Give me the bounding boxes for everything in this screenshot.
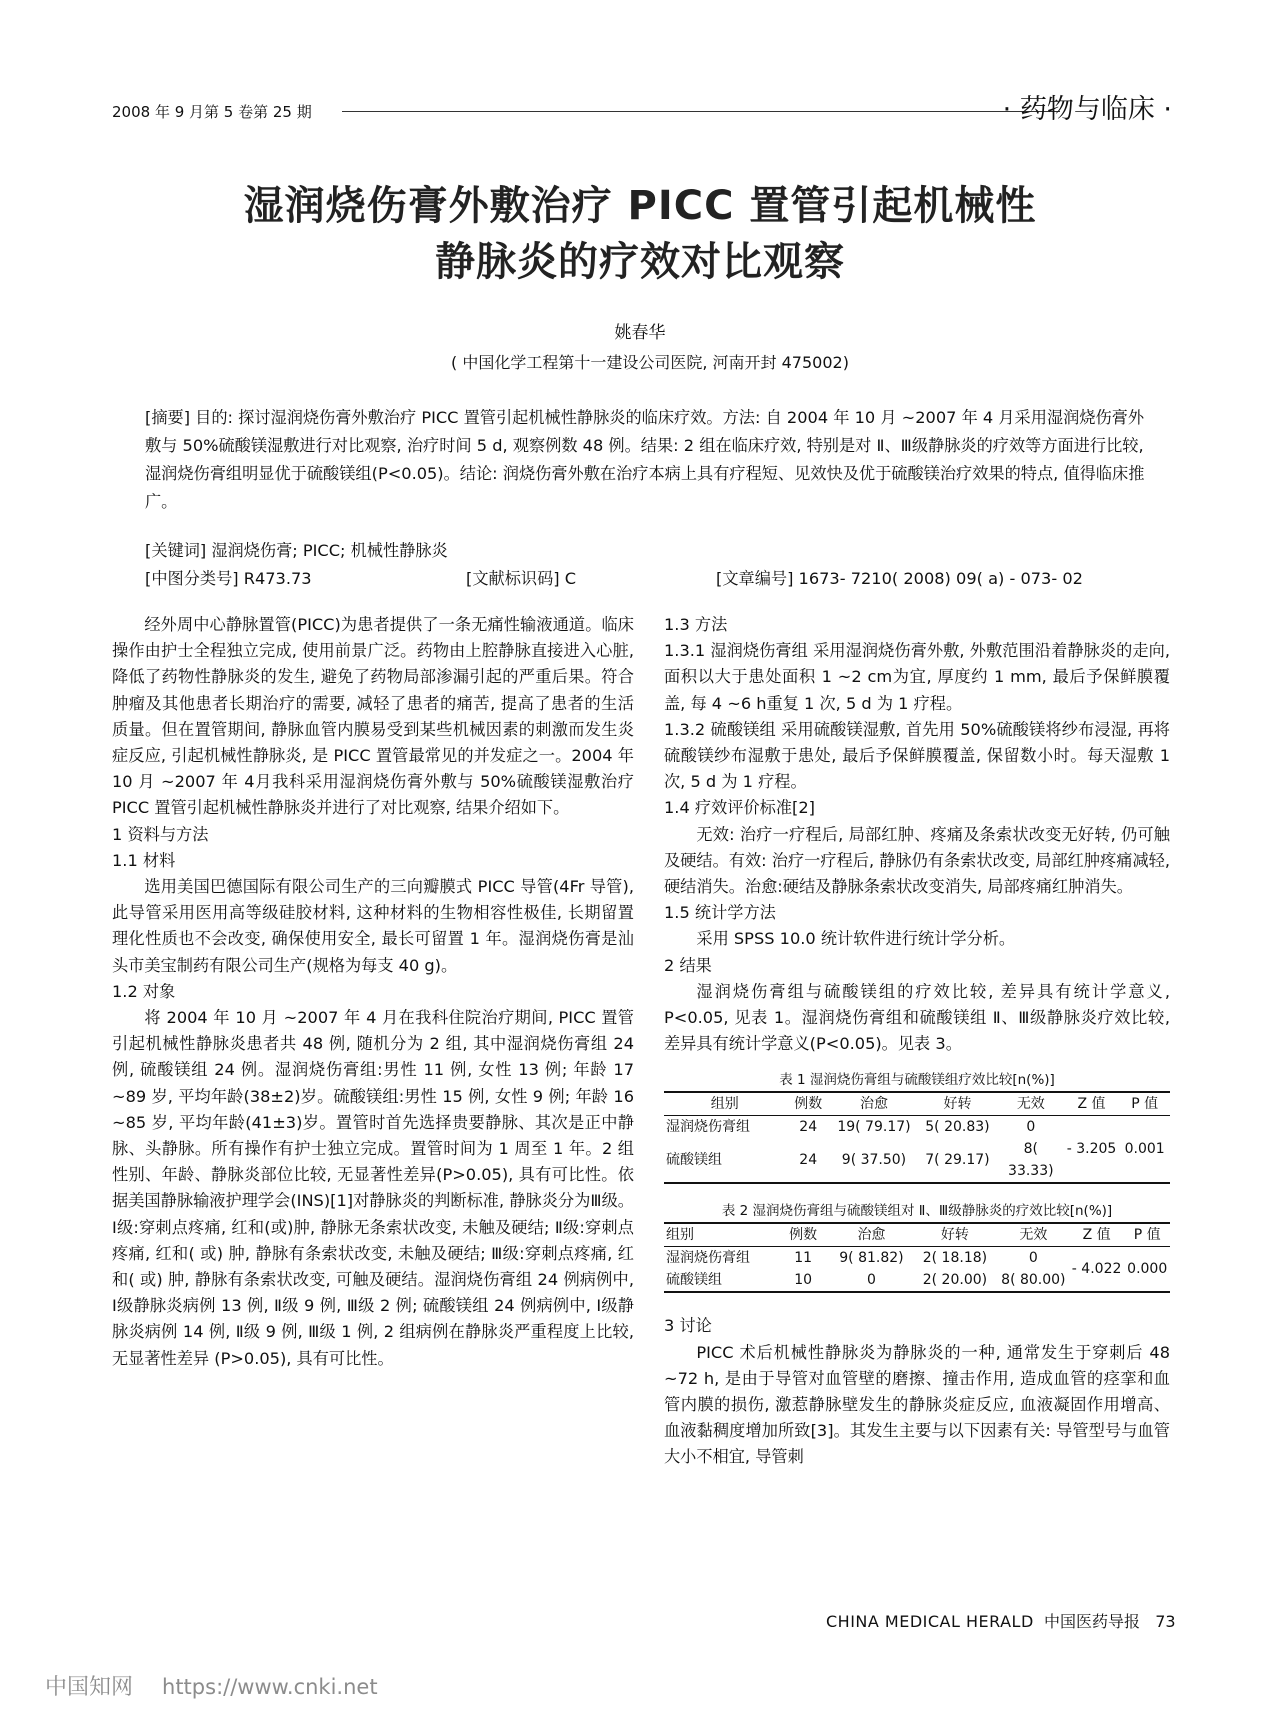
- table-cell: 硫酸镁组: [664, 1138, 785, 1183]
- table-p-value: 0.001: [1119, 1116, 1170, 1184]
- table-header-cell: Z 值: [1064, 1092, 1120, 1116]
- table-2-grid: [664, 1222, 1170, 1293]
- table-cell: 10: [775, 1269, 831, 1292]
- table-header-cell: 好转: [917, 1092, 998, 1116]
- title-line-2: 静脉炎的疗效对比观察: [435, 239, 845, 285]
- running-header: [112, 94, 1172, 125]
- body-paragraph: 1.3.2 硫酸镁组 采用硫酸镁湿敷, 首先用 50%硫酸镁将纱布浸湿, 再将硫酸镁纱布湿敷于患处, 最后予保鲜膜覆盖, 保留数小时。每天湿敷 1 次, 5 d 为 1 疗程。: [664, 719, 1170, 792]
- table-header-cell: 组别: [664, 1223, 775, 1247]
- table-row: [664, 1116, 1170, 1139]
- section-heading: 1.4 疗效评价标准[2]: [664, 798, 815, 818]
- watermark-url[interactable]: https://www.cnki.net: [162, 1675, 378, 1699]
- table-header-cell: 例数: [785, 1092, 831, 1116]
- right-column: [664, 612, 1170, 1471]
- right-column-bottom: [664, 1313, 1170, 1470]
- page-footer: [826, 1610, 1176, 1634]
- abstract: [145, 404, 1145, 516]
- body-paragraph: 湿润烧伤膏组与硫酸镁组的疗效比较, 差异具有统计学意义, P<0.05, 见表 1。湿润烧伤膏组和硫酸镁组 Ⅱ、Ⅲ级静脉炎疗效比较, 差异具有统计学意义(P<0.05)。见表 3。: [664, 981, 1170, 1054]
- classification-number: [中图分类号] R473.73: [145, 569, 312, 588]
- table-header-cell: 组别: [664, 1092, 785, 1116]
- watermark-name: 中国知网: [45, 1675, 134, 1700]
- page-number: 73: [1155, 1612, 1176, 1631]
- issue-info: 2008 年 9 月第 5 卷第 25 期: [112, 103, 312, 121]
- table-header-cell: P 值: [1119, 1092, 1170, 1116]
- table-header-cell: 无效: [998, 1092, 1064, 1116]
- section-heading: 3 讨论: [664, 1316, 712, 1336]
- table-cell: 24: [799, 1119, 818, 1136]
- table-z-value: - 3.205: [1064, 1116, 1120, 1184]
- document-code: [文献标识码] C: [466, 569, 577, 588]
- table-cell: 8( 80.00): [998, 1269, 1069, 1292]
- keywords: [关键词] 湿润烧伤膏; PICC; 机械性静脉炎: [145, 541, 448, 560]
- section-heading: 1.2 对象: [112, 981, 176, 1001]
- article-title: [90, 178, 1190, 290]
- table-cell: 7( 29.17): [917, 1138, 998, 1183]
- table-cell: 11: [794, 1250, 813, 1267]
- body-paragraph: 将 2004 年 10 月 ~2007 年 4 月在我科住院治疗期间, PICC 置管引起机械性静脉炎患者共 48 例, 随机分为 2 组, 其中湿润烧伤膏组 24 例, 硫酸镁组 24 例。湿润烧伤膏组:男性 11 例, 女性 13 例; 年龄 17 ~89 岁, 平均年龄(38±2)岁。硫酸镁组:男性 15 例, 女性 9 例; 年龄 16 ~85 岁, 平均年龄(41±3)岁。置管时首先选择贵要静脉、其次是正中静脉、头静脉。所有操作有护士独立完成。置管时间为 1 周至 1 年。2 组性别、年龄、静脉炎部位比较, 无显著性差异(P>0.05), 具有可比性。依据美国静脉输液护理学会(INS)[1]对静脉炎的判断标准, 静脉炎分为Ⅲ级。Ⅰ级:穿刺点疼痛, 红和(或)肿, 静脉无条索状改变, 未触及硬结; Ⅱ级:穿刺点疼痛, 红和( 或) 肿, 静脉有条索状改变, 未触及硬结; Ⅲ级:穿刺点疼痛, 红和( 或) 肿, 静脉有条索状改变, 可触及硬结。湿润烧伤膏组 24 例病例中, Ⅰ级静脉炎病例 13 例, Ⅱ级 9 例, Ⅲ级 2 例; 硫酸镁组 24 例病例中, Ⅰ级静脉炎病例 14 例, Ⅱ级 9 例, Ⅲ级 1 例, 2 组病例在静脉炎严重程度上比较, 无显著性差异 (P>0.05), 具有可比性。: [112, 1008, 634, 1368]
- table-cell: 9( 81.82): [839, 1250, 904, 1267]
- table-header-cell: 无效: [998, 1223, 1069, 1247]
- author: 姚春华: [614, 323, 666, 343]
- table-1: [664, 1069, 1170, 1184]
- table-cell: 8( 33.33): [998, 1138, 1064, 1183]
- section-heading: 1.5 统计学方法: [664, 903, 776, 923]
- article-number: [文章编号] 1673- 7210( 2008) 09( a) - 073- 02: [716, 569, 1083, 588]
- table-cell: 湿润烧伤膏组: [666, 1250, 750, 1267]
- table-cell: 2( 20.00): [912, 1269, 998, 1292]
- table-2: [664, 1200, 1170, 1293]
- table-2-header-row: [664, 1223, 1170, 1247]
- table-cell: 湿润烧伤膏组: [666, 1119, 750, 1136]
- column-name: · 药物与临床 ·: [1002, 94, 1172, 125]
- title-line-1: 湿润烧伤膏外敷治疗 PICC 置管引起机械性: [243, 183, 1037, 229]
- left-column: [112, 612, 634, 1372]
- table-cell: 0: [1028, 1250, 1038, 1267]
- body-paragraph: 1.3.1 湿润烧伤膏组 采用湿润烧伤膏外敷, 外敷范围沿着静脉炎的走向, 面积以大于患处面积 1 ~2 cm为宜, 厚度约 1 mm, 最后予保鲜膜覆盖, 每 4 ~6 h重复 1 次, 5 d 为 1 疗程。: [664, 641, 1170, 713]
- abstract-text: [摘要] 目的: 探讨湿润烧伤膏外敷治疗 PICC 置管引起机械性静脉炎的临床疗效。方法: 自 2004 年 10 月 ~2007 年 4 月采用湿润烧伤膏外敷与 50%硫酸镁湿敷进行对比观察, 治疗时间 5 d, 观察例数 48 例。结果: 2 组在临床疗效, 特别是对 Ⅱ、Ⅲ级静脉炎的疗效等方面进行比较, 湿润烧伤膏组明显优于硫酸镁组(P<0.05)。结论: 润烧伤膏外敷在治疗本病上具有疗程短、见效快及优于硫酸镁治疗效果的特点, 值得临床推广。: [145, 408, 1145, 511]
- table-1-grid: [664, 1091, 1170, 1184]
- table-header-cell: Z 值: [1069, 1223, 1125, 1247]
- body-paragraph: 选用美国巴德国际有限公司生产的三向瓣膜式 PICC 导管(4Fr 导管), 此导管采用医用高等级硅胶材料, 这种材料的生物相容性极佳, 长期留置理化性质也不会改变, 确保使用安全, 最长可留置 1 年。湿润烧伤膏是汕头市美宝制药有限公司生产(规格为每支 40 g)。: [112, 877, 634, 975]
- table-1-caption: 表 1 湿润烧伤膏组与硫酸镁组疗效比较[n(%)]: [779, 1072, 1055, 1089]
- right-column-top: [664, 612, 1170, 1057]
- journal-name-en: CHINA MEDICAL HERALD: [826, 1612, 1034, 1631]
- section-heading: 1.3 方法: [664, 615, 728, 634]
- body-paragraph: 经外周中心静脉置管(PICC)为患者提供了一条无痛性输液通道。临床操作由护士全程独立完成, 使用前景广泛。药物由上腔静脉直接进入心脏, 降低了药物性静脉炎的发生, 避免了药物局部渗漏引起的严重后果。符合肿瘤及其他患者长期治疗的需要, 减轻了患者的痛苦, 提高了患者的生活质量。但在置管期间, 静脉血管内膜易受到某些机械因素的刺激而发生炎症反应, 引起机械性静脉炎, 是 PICC 置管最常见的并发症之一。2004 年 10 月 ~2007 年 4月我科采用湿润烧伤膏外敷与 50%硫酸镁湿敷治疗 PICC 置管引起机械性静脉炎并进行了对比观察, 结果介绍如下。: [112, 615, 634, 818]
- affiliation: ( 中国化学工程第十一建设公司医院, 河南开封 475002): [451, 353, 849, 372]
- table-header-cell: 好转: [912, 1223, 998, 1247]
- table-p-value: 0.000: [1124, 1247, 1170, 1293]
- body-paragraph: PICC 术后机械性静脉炎为静脉炎的一种, 通常发生于穿刺后 48 ~72 h, 是由于导管对血管壁的磨擦、撞击作用, 造成血管的痉挛和血管内膜的损伤, 激惹静脉壁发生的静脉炎症反应, 血液凝固作用增高、血液黏稠度增加所致[3]。其发生主要与以下因素有关: 导管型号与血管大小不相宜, 导管刺: [664, 1342, 1170, 1467]
- journal-name-cn: 中国医药导报: [1043, 1612, 1140, 1631]
- body-paragraph: 采用 SPSS 10.0 统计软件进行统计学分析。: [696, 929, 1016, 949]
- header-rule: [342, 111, 1060, 112]
- table-1-header-row: [664, 1092, 1170, 1116]
- table-cell: 0: [831, 1269, 912, 1292]
- section-heading: 1 资料与方法: [112, 824, 209, 844]
- section-heading: 1.1 材料: [112, 850, 176, 870]
- table-cell: 硫酸镁组: [664, 1269, 775, 1292]
- table-row: [664, 1247, 1170, 1270]
- table-cell: 19( 79.17): [837, 1119, 911, 1136]
- table-header-cell: 例数: [775, 1223, 831, 1247]
- table-header-cell: 治愈: [831, 1092, 917, 1116]
- table-cell: 2( 18.18): [922, 1250, 988, 1267]
- table-2-caption: 表 2 湿润烧伤膏组与硫酸镁组对 Ⅱ、Ⅲ级静脉炎的疗效比较[n(%)]: [721, 1203, 1113, 1220]
- body-paragraph: 无效: 治疗一疗程后, 局部红肿、疼痛及条索状改变无好转, 仍可触及硬结。有效: 治疗一疗程后, 静脉仍有条索状改变, 局部红肿疼痛减轻, 硬结消失。治愈:硬结及静脉条索状改变消失, 局部疼痛红肿消失。: [664, 824, 1170, 897]
- table-z-value: - 4.022: [1069, 1247, 1125, 1293]
- table-header-cell: 治愈: [831, 1223, 912, 1247]
- table-cell: 9( 37.50): [831, 1138, 917, 1183]
- table-header-cell: P 值: [1124, 1223, 1170, 1247]
- table-cell: 24: [785, 1138, 831, 1183]
- cnki-watermark: [45, 1672, 378, 1703]
- section-heading: 2 结果: [664, 955, 712, 975]
- table-cell: 0: [1026, 1119, 1036, 1136]
- table-cell: 5( 20.83): [925, 1119, 990, 1136]
